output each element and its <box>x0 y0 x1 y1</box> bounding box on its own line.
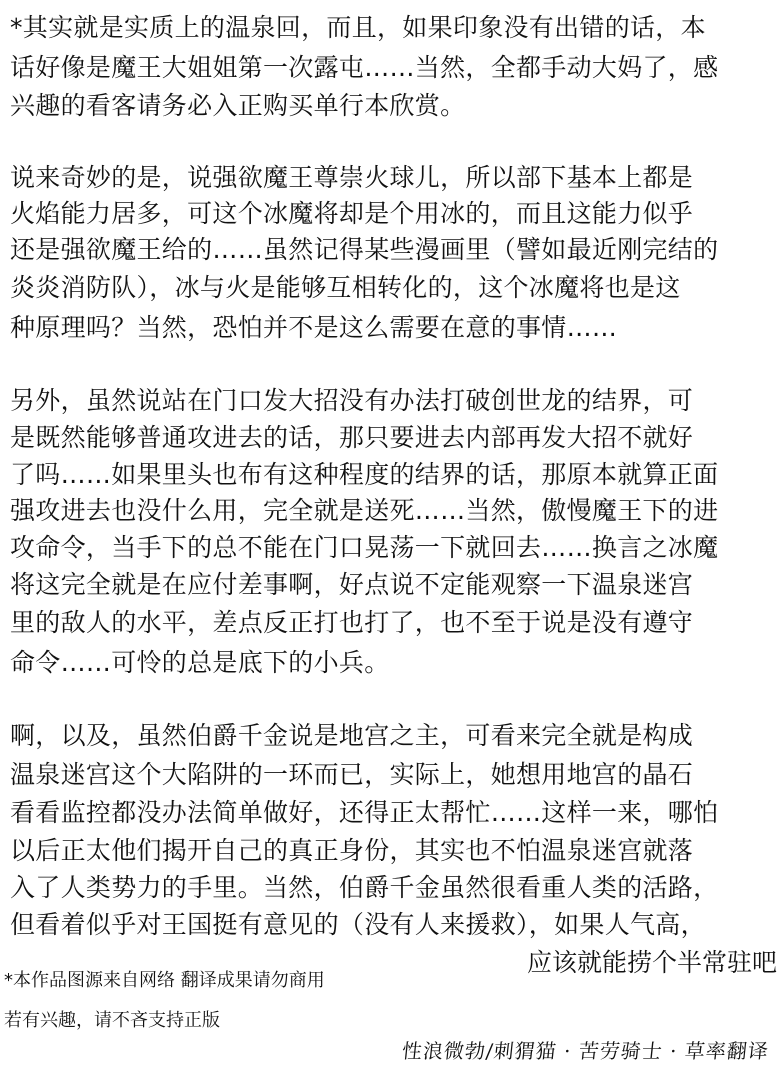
paragraph-4-line-3: 看看监控都没办法简单做好，还得正太帮忙……这样一来，哪怕 <box>10 798 719 827</box>
paragraph-3-line-8: 命令……可怜的总是底下的小兵。 <box>10 648 390 677</box>
paragraph-2-line-5: 种原理吗？当然，恐怕并不是这么需要在意的事情…… <box>10 313 618 342</box>
paragraph-4-line-1: 啊，以及，虽然伯爵千金说是地宫之主，可看来完全就是构成 <box>10 721 694 750</box>
paragraph-2-line-1: 说来奇妙的是，说强欲魔王尊崇火球儿，所以部下基本上都是 <box>10 163 694 192</box>
paragraph-3-line-3: 了吗……如果里头也布有这种程度的结界的话，那原本就算正面 <box>10 460 719 489</box>
paragraph-3-line-2: 是既然能够普通攻进去的话，那只要进去内部再发大招不就好 <box>10 423 694 452</box>
paragraph-4-line-2: 温泉迷宫这个大陷阱的一环而已，实际上，她想用地宫的晶石 <box>10 760 694 789</box>
paragraph-2-line-3: 还是强欲魔王给的……虽然记得某些漫画里（譬如最近刚完结的 <box>10 235 719 264</box>
paragraph-3-line-4: 强攻进去也没什么用，完全就是送死……当然，傲慢魔王下的进 <box>10 496 719 525</box>
paragraph-4-line-6: 但看着似乎对王国挺有意见的（没有人来援救），如果人气高， <box>10 910 706 939</box>
paragraph-3-line-1: 另外，虽然说站在门口发大招没有办法打破创世龙的结界，可 <box>10 386 694 415</box>
paragraph-2-line-2: 火焰能力居多，可这个冰魔将却是个用冰的，而且这能力似乎 <box>10 199 694 228</box>
paragraph-4-last-line: 应该就能捞个半常驻吧 <box>526 948 777 977</box>
paragraph-1-line-3: 兴趣的看客请务必入正购买单行本欣赏。 <box>10 91 466 120</box>
paragraph-4-line-4: 以后正太他们揭开自己的真正身份，其实也不怕温泉迷宫就落 <box>10 836 694 865</box>
paragraph-1-line-1: *其实就是实质上的温泉回，而且，如果印象没有出错的话，本 <box>10 13 706 42</box>
paragraph-4-line-5: 入了人类势力的手里。当然，伯爵千金虽然很看重人类的活路， <box>10 873 719 902</box>
source-note: *本作品图源来自网络 翻译成果请勿商用 <box>4 970 325 991</box>
paragraph-2-line-4: 炎炎消防队），冰与火是能够互相转化的，这个冰魔将也是这 <box>10 273 681 302</box>
support-note: 若有兴趣，请不吝支持正版 <box>4 1010 220 1031</box>
paragraph-3-line-5: 攻命令，当手下的总不能在门口晃荡一下就回去……换言之冰魔 <box>10 533 719 562</box>
translator-credits: 性浪微勃/刺猬猫 · 苦劳骑士 · 草率翻译 <box>400 1039 771 1063</box>
paragraph-3-line-6: 将这完全就是在应付差事啊，好点说不定能观察一下温泉迷宫 <box>10 570 694 599</box>
paragraph-3-line-7: 里的敌人的水平，差点反正打也打了，也不至于说是没有遵守 <box>10 608 694 637</box>
paragraph-1-line-2: 话好像是魔王大姐姐第一次露屯……当然，全都手动大妈了，感 <box>10 53 719 82</box>
